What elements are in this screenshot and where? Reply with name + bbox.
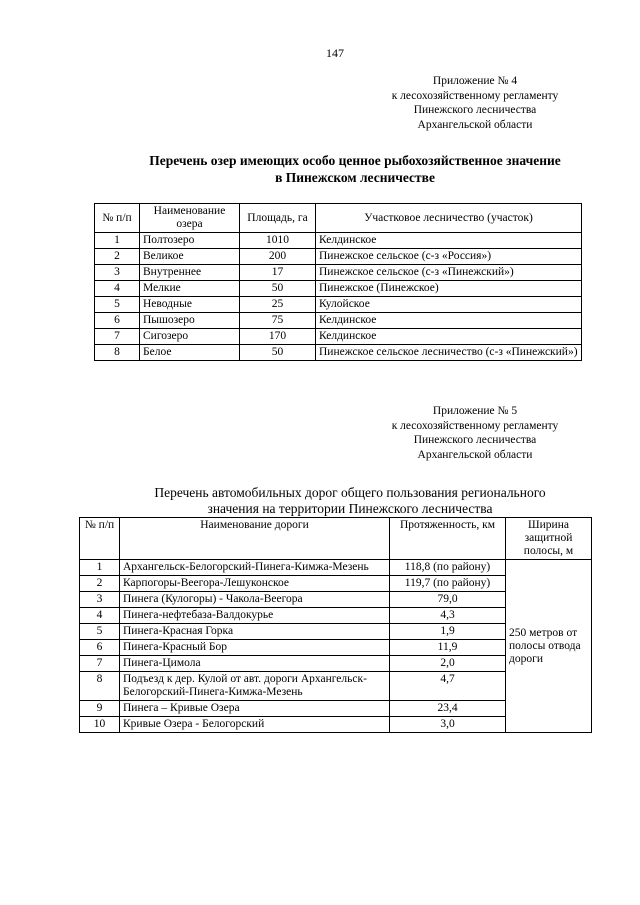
cell: 119,7 (по району)	[390, 576, 506, 592]
table-row	[95, 281, 582, 297]
table-row	[95, 265, 582, 281]
header-cell: Ширина защитной полосы, м	[506, 518, 592, 560]
cell: 8	[80, 672, 120, 701]
cell: Архангельск-Белогорский-Пинега-Кимжа-Мезень	[120, 560, 390, 576]
header-cell: № п/п	[80, 518, 120, 560]
cell: 5	[80, 624, 120, 640]
cell: Подъезд к дер. Кулой от авт. дороги Архангельск-Белогорский-Пинега-Кимжа-Мезень	[120, 672, 390, 701]
cell: 23,4	[390, 701, 506, 717]
appendix-line: Архангельской области	[417, 118, 533, 131]
title-line: в Пинежском лесничестве	[275, 170, 435, 185]
table-row	[95, 313, 582, 329]
cell: Великое	[140, 249, 240, 265]
cell: 7	[95, 329, 140, 345]
cell: 1	[95, 233, 140, 249]
cell: 6	[95, 313, 140, 329]
cell: Келдинское	[316, 233, 582, 249]
appendix-line: Пинежского лесничества	[413, 104, 537, 116]
cell: Пинежское сельское (с-з «Пинежский»)	[316, 265, 582, 281]
roads-table	[79, 517, 592, 733]
cell: 9	[80, 701, 120, 717]
title-line: Перечень автомобильных дорог общего пользования регионального	[154, 485, 546, 500]
cell: Пышозеро	[140, 313, 240, 329]
roads-table-title	[60, 485, 640, 517]
cell: 2,0	[390, 656, 506, 672]
header-cell: Участковое лесничество (участок)	[316, 204, 582, 233]
title-line: Перечень озер имеющих особо ценное рыбохозяйственное значение	[149, 153, 561, 168]
cell: 2	[95, 249, 140, 265]
appendix-4-header	[360, 74, 590, 132]
cell: 1,9	[390, 624, 506, 640]
header-cell: Наименование дороги	[120, 518, 390, 560]
cell: 79,0	[390, 592, 506, 608]
cell: Карпогоры-Веегора-Лешуконское	[120, 576, 390, 592]
cell: 1	[80, 560, 120, 576]
table-row	[95, 297, 582, 313]
table-header-row	[95, 204, 582, 233]
table-row	[80, 560, 592, 576]
cell: 6	[80, 640, 120, 656]
cell: 1010	[240, 233, 316, 249]
lakes-table-title	[90, 152, 620, 186]
header-cell: Протяженность, км	[390, 518, 506, 560]
appendix-line: Пинежского лесничества	[413, 434, 537, 446]
cell: 11,9	[390, 640, 506, 656]
table-row	[95, 233, 582, 249]
appendix-line: Приложение № 4	[432, 75, 518, 87]
cell: Пинега-Красная Горка	[120, 624, 390, 640]
appendix-line: Приложение № 5	[432, 405, 518, 417]
cell: 2	[80, 576, 120, 592]
header-cell: Площадь, га	[240, 204, 316, 233]
header-cell: № п/п	[95, 204, 140, 233]
cell: 3	[80, 592, 120, 608]
appendix-line: к лесохозяйственному регламенту	[391, 89, 559, 102]
cell: Пинега-нефтебаза-Валдокурье	[120, 608, 390, 624]
cell: 25	[240, 297, 316, 313]
cell: Кривые Озера - Белогорский	[120, 717, 390, 733]
cell: 7	[80, 656, 120, 672]
cell: Пинега-Цимола	[120, 656, 390, 672]
cell: Келдинское	[316, 329, 582, 345]
appendix-line: к лесохозяйственному регламенту	[391, 419, 559, 432]
appendix-line: Архангельской области	[417, 448, 533, 461]
table-row	[95, 345, 582, 361]
cell: Сигозеро	[140, 329, 240, 345]
cell: Белое	[140, 345, 240, 361]
cell: 4	[95, 281, 140, 297]
cell: Пинежское (Пинежское)	[316, 281, 582, 297]
cell: 75	[240, 313, 316, 329]
cell: 4	[80, 608, 120, 624]
cell: Пинега (Кулогоры) - Чакола-Веегора	[120, 592, 390, 608]
cell: Полтозеро	[140, 233, 240, 249]
cell: 170	[240, 329, 316, 345]
cell: Пинежское сельское (с-з «Россия»)	[316, 249, 582, 265]
cell: 50	[240, 345, 316, 361]
cell: 3,0	[390, 717, 506, 733]
appendix-5-header	[360, 404, 590, 462]
cell: Неводные	[140, 297, 240, 313]
cell: 118,8 (по району)	[390, 560, 506, 576]
cell: 4,7	[390, 672, 506, 701]
cell: 8	[95, 345, 140, 361]
cell: Пинега – Кривые Озера	[120, 701, 390, 717]
cell: Келдинское	[316, 313, 582, 329]
title-line: значения на территории Пинежского лесничества	[207, 501, 493, 516]
lakes-table	[94, 203, 582, 361]
table-row	[95, 329, 582, 345]
cell: 17	[240, 265, 316, 281]
table-row	[95, 249, 582, 265]
page-number: 147	[326, 46, 344, 60]
cell: 10	[80, 717, 120, 733]
cell: Пинега-Красный Бор	[120, 640, 390, 656]
cell: 200	[240, 249, 316, 265]
cell: 4,3	[390, 608, 506, 624]
cell: Пинежское сельское лесничество (с-з «Пинежский»)	[316, 345, 582, 361]
cell: Внутреннее	[140, 265, 240, 281]
header-cell: Наименование озера	[140, 204, 240, 233]
cell: 3	[95, 265, 140, 281]
cell: Мелкие	[140, 281, 240, 297]
protective-strip-width-cell: 250 метров от полосы отвода дороги	[506, 560, 592, 733]
table-header-row	[80, 518, 592, 560]
cell: 50	[240, 281, 316, 297]
cell: 5	[95, 297, 140, 313]
cell: Кулойское	[316, 297, 582, 313]
